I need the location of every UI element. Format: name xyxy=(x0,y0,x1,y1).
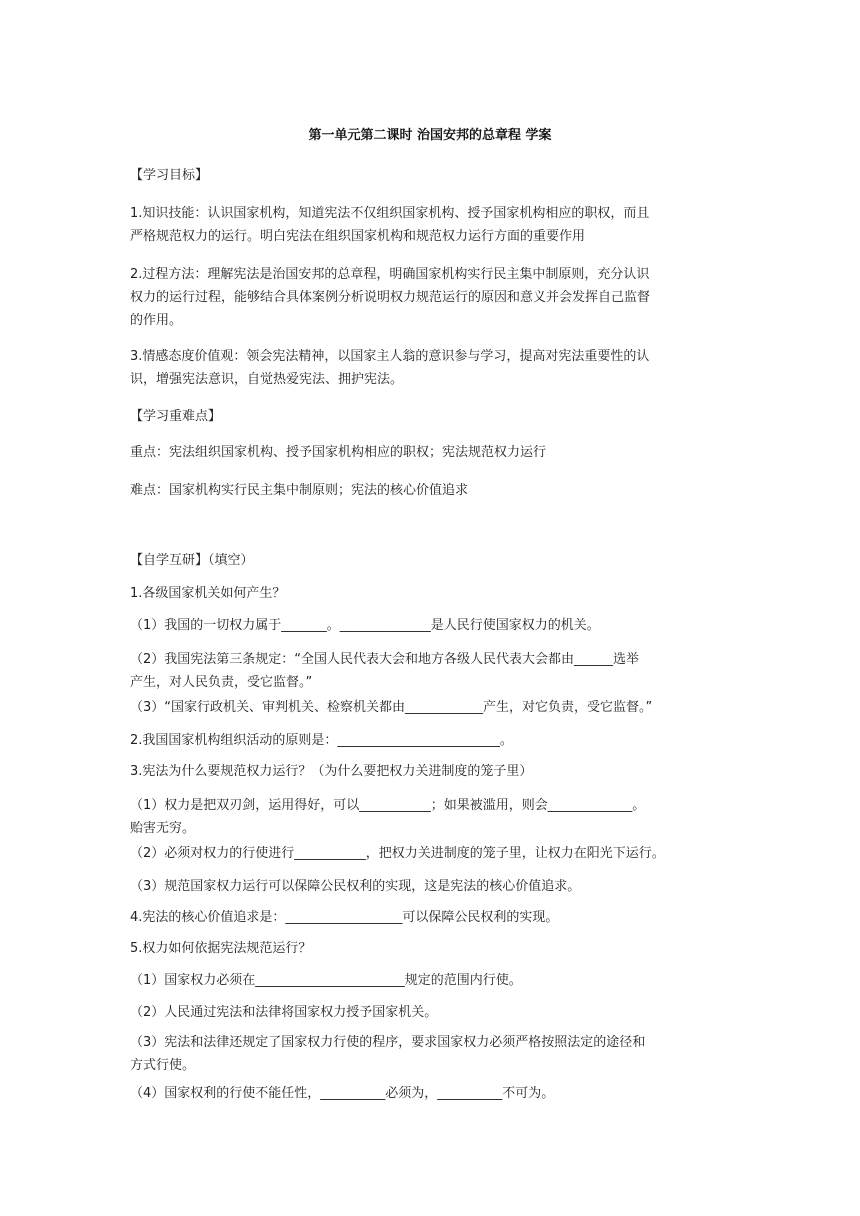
question-3: 3.宪法为什么要规范权力运行？（为什么要把权力关进制度的笼子里） xyxy=(130,764,533,779)
question-2: 2.我国国家机构组织活动的原则是：_________________________。 xyxy=(130,733,513,748)
goal-knowledge-line-1: 1.知识技能：认识国家机构，知道宪法不仅组织国家机构、授予国家机构相应的职权，而且 xyxy=(130,206,650,221)
question-3-3: （3）规范国家权力运行可以保障公民权利的实现，这是宪法的核心价值追求。 xyxy=(130,879,581,894)
keypoints-heading: 【学习重难点】 xyxy=(130,409,222,424)
goal-process-line-3: 的作用。 xyxy=(130,313,183,328)
question-5-3 xyxy=(130,1031,734,1077)
goal-knowledge xyxy=(130,202,734,248)
question-3-1 xyxy=(130,794,734,840)
question-5-3-line-1: （3）宪法和法律还规定了国家权力行使的程序，要求国家权力必须严格按照法定的途径和 xyxy=(130,1035,646,1050)
goal-knowledge-line-2: 严格规范权力的运行。明白宪法在组织国家机构和规范权力运行方面的重要作用 xyxy=(130,229,586,244)
goal-values-line-2: 识，增强宪法意识，自觉热爱宪法、拥护宪法。 xyxy=(130,372,404,387)
question-1-2-line-2: 产生，对人民负责，受它监督。” xyxy=(130,675,313,690)
goal-values xyxy=(130,345,734,391)
key-point: 重点：宪法组织国家机构、授予国家机构相应的职权；宪法规范权力运行 xyxy=(130,445,547,460)
page-title: 第一单元第二课时 治国安邦的总章程 学案 xyxy=(308,128,552,143)
question-3-1-line-2: 贻害无穷。 xyxy=(130,821,196,836)
question-3-1-line-1: （1）权力是把双刃剑，运用得好，可以___________；如果被滥用，则会_____________。 xyxy=(130,798,646,813)
question-5-1: （1）国家权力必须在_______________________规定的范围内行使。 xyxy=(130,973,522,988)
difficult-point: 难点：国家机构实行民主集中制原则；宪法的核心价值追求 xyxy=(130,483,469,498)
question-1-2 xyxy=(130,648,734,694)
question-1-1: （1）我国的一切权力属于_______。______________是人民行使国家权力的机关。 xyxy=(130,618,600,633)
question-5-2: （2）人民通过宪法和法律将国家权力授予国家机关。 xyxy=(130,1005,438,1020)
goal-process-line-1: 2.过程方法：理解宪法是治国安邦的总章程，明确国家机构实行民主集中制原则，充分认识 xyxy=(130,267,650,282)
question-5: 5.权力如何依据宪法规范运行？ xyxy=(130,941,312,956)
question-5-3-line-2: 方式行使。 xyxy=(130,1058,196,1073)
question-5-4: （4）国家权利的行使不能任性，__________必须为，__________不可为。 xyxy=(130,1086,555,1101)
question-4: 4.宪法的核心价值追求是：__________________可以保障公民权利的实现。 xyxy=(130,910,559,925)
goals-heading: 【学习目标】 xyxy=(130,168,209,183)
question-1-3: （3）“国家行政机关、审判机关、检察机关都由____________产生，对它负责，受它监督。” xyxy=(130,700,653,715)
question-1-2-line-1: （2）我国宪法第三条规定：“全国人民代表大会和地方各级人民代表大会都由______选举 xyxy=(130,652,640,667)
question-1: 1.各级国家机关如何产生？ xyxy=(130,586,286,601)
goal-process xyxy=(130,263,734,332)
goal-values-line-1: 3.情感态度价值观：领会宪法精神，以国家主人翁的意识参与学习，提高对宪法重要性的认 xyxy=(130,349,650,364)
question-3-2: （2）必须对权力的行使进行___________，把权力关进制度的笼子里，让权力在阳光下运行。 xyxy=(130,846,665,861)
goal-process-line-2: 权力的运行过程，能够结合具体案例分析说明权力规范运行的原因和意义并会发挥自己监督 xyxy=(130,290,651,305)
selfstudy-heading: 【自学互研】（填空） xyxy=(130,553,254,568)
